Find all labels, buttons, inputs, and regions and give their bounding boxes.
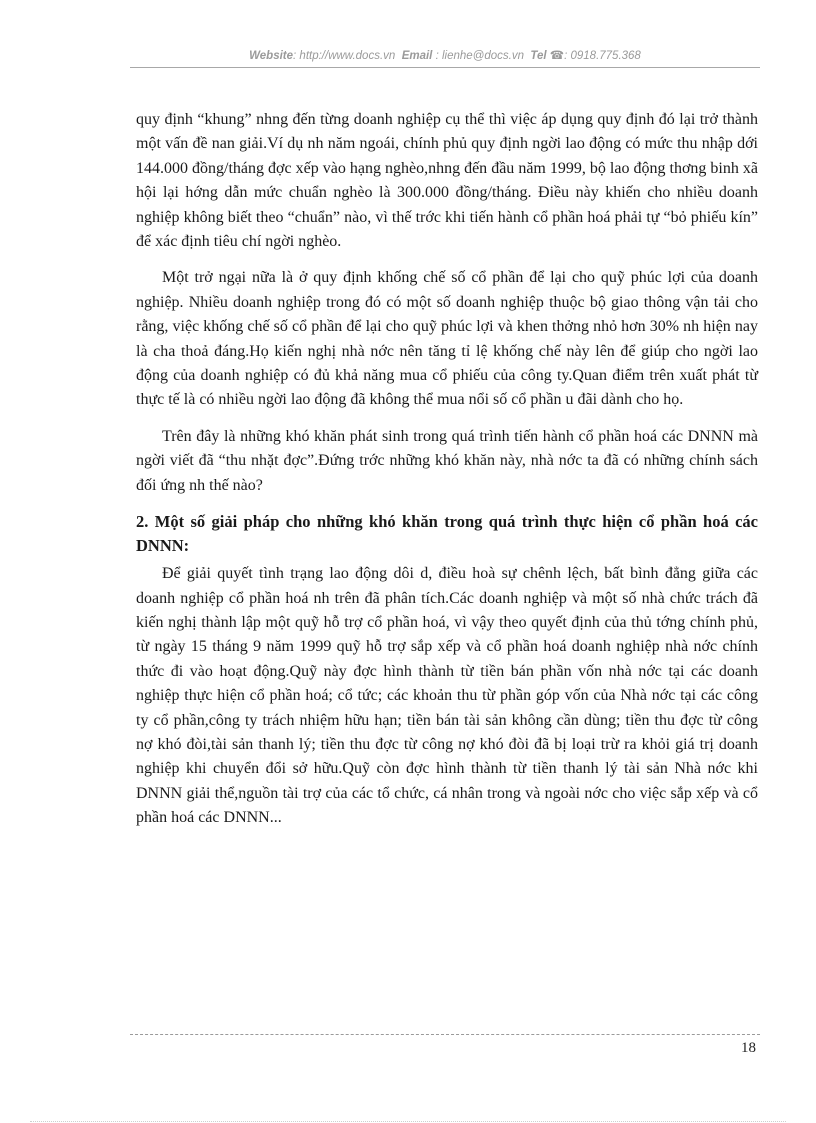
paragraph-3: Trên đây là những khó khăn phát sinh trong quá trình tiến hành cổ phần hoá các DNNN mà ngời viết đã “thu nhặt đợc”.Đứng trớc những khó khăn này, nhà nớc ta đã có những chính sách đối ứng nh thế nào? (136, 427, 758, 494)
tel-label: Tel (530, 50, 547, 62)
header-rule (130, 67, 760, 68)
website-label: Website (249, 50, 294, 62)
paragraph-1: quy định “khung” nhng đến từng doanh nghiệp cụ thể thì việc áp dụng quy định đó lại trở thành một vấn đề nan giải.Ví dụ nh năm ngoái, chính phủ quy định ngời lao động có mức thu nhập dới 144.000 đồng/tháng đợc xếp vào hạng nghèo,nhng đến đầu năm 1999, bộ lao động thơng binh xã hội lại hớng dẫn mức chuẩn nghèo là 300.000 đồng/tháng. Điều này khiến cho nhiều doanh nghiệp không biết theo “chuẩn” nào, vì thế trớc khi tiến hành cổ phần hoá phải tự “bỏ phiếu kín” để xác định tiêu chí ngời nghèo. (136, 111, 758, 251)
footer-rule (130, 1034, 760, 1035)
page-number: 18 (741, 1040, 756, 1056)
page-header (130, 48, 760, 62)
tel-value: : 0918.775.368 (564, 50, 641, 62)
page-edge-rule (30, 1121, 786, 1122)
document-body (136, 108, 758, 843)
website-value: : http://www.docs.vn (293, 50, 396, 62)
email-value: : lienhe@docs.vn (435, 50, 524, 62)
phone-icon: ☎ (549, 50, 565, 62)
paragraph-2: Một trở ngại nữa là ở quy định khống chế số cổ phần để lại cho quỹ phúc lợi của doanh nghiệp. Nhiều doanh nghiệp trong đó có một số doanh nghiệp thuộc bộ giao thông vận tải cho rằng, việc khống chế số cổ phần để lại cho quỹ phúc lợi và khen thởng nhỏ hơn 30% nh hiện nay là cha thoả đáng.Họ kiến nghị nhà nớc nên tăng tỉ lệ khống chế này lên để giúp cho ngời lao động của doanh nghiệp có đủ khả năng mua cổ phiếu của công ty.Quan điểm trên xuất phát từ thực tế là có nhiều ngời lao động đã không thể mua nổi số cổ phần u đãi dành cho họ. (136, 269, 758, 409)
section-heading: 2. Một số giải pháp cho những khó khăn trong quá trình thực hiện cổ phần hoá các DNNN: (136, 512, 758, 556)
email-label: Email (401, 50, 433, 62)
paragraph-4: Để giải quyết tình trạng lao động dôi d, điều hoà sự chênh lệch, bất bình đẳng giữa các doanh nghiệp cổ phần hoá nh trên đã phân tích.Các doanh nghiệp và một số nhà chức trách đã kiến nghị thành lập một quỹ hỗ trợ cổ phần hoá, vì vậy theo quyết định của thủ tớng chính phủ, từ ngày 15 tháng 9 năm 1999 quỹ hỗ trợ sắp xếp và cổ phần hoá doanh nghiệp nhà nớc chính thức đi vào hoạt động.Quỹ này đợc hình thành từ tiền bán phần vốn nhà nớc tại các doanh nghiệp thực hiện cổ phần hoá; cổ tức; các khoản thu từ phần góp vốn của Nhà nớc tại các công ty cổ phần,công ty trách nhiệm hữu hạn; tiền bán tài sản không cần dùng; tiền thu đợc từ công nợ khó đòi,tài sản thanh lý; tiền thu đợc từ công nợ khó đòi đã bị loại trừ ra khỏi giá trị doanh nghiệp khi chuyển đổi sở hữu.Quỹ còn đợc hình thành từ tiền thanh lý tài sản Nhà nớc khi DNNN giải thể,nguồn tài trợ của các tổ chức, cá nhân trong và ngoài nớc cho việc sắp xếp và cổ phần hoá các DNNN... (136, 565, 758, 827)
